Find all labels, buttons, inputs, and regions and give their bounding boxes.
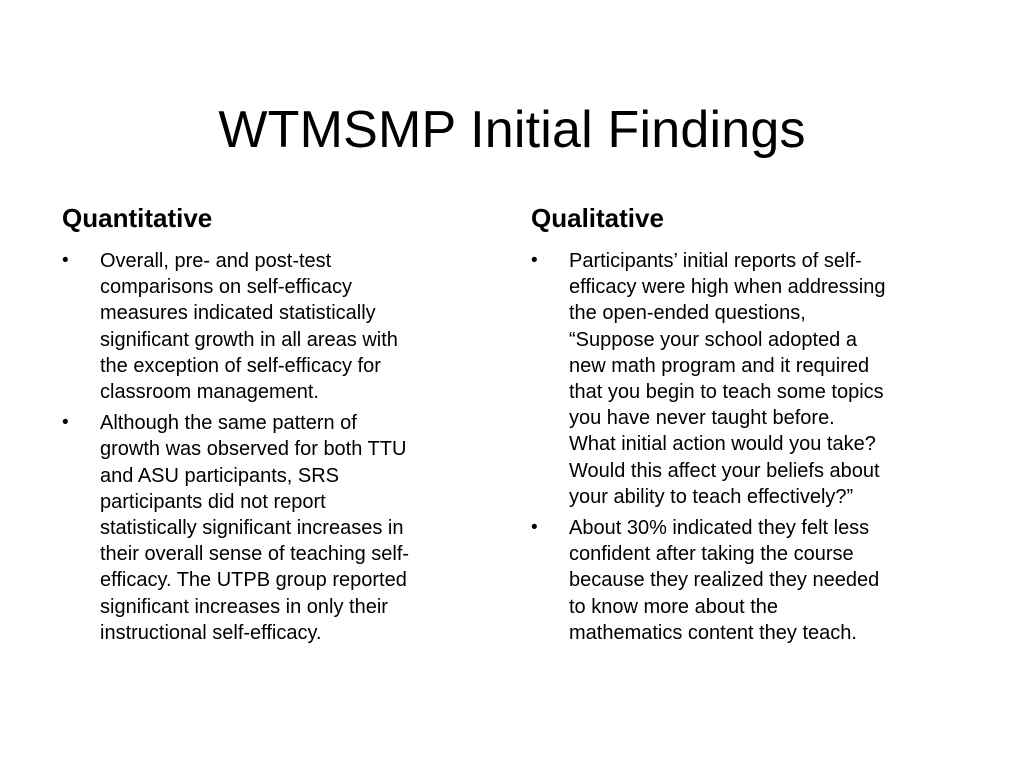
slide-title: WTMSMP Initial Findings — [218, 100, 806, 159]
bullet-text-line: classroom management. — [100, 381, 319, 404]
qualitative-bullet-item — [531, 515, 971, 646]
quantitative-heading: Quantitative — [62, 203, 213, 233]
bullet-text-line: measures indicated statistically — [100, 302, 376, 325]
bullet-dot-icon: • — [531, 517, 538, 539]
bullet-text-line: you have never taught before. — [569, 407, 835, 430]
bullet-text-line: the open-ended questions, — [569, 302, 806, 325]
bullet-text-line: comparisons on self-efficacy — [100, 276, 352, 299]
quantitative-bullet-item — [62, 248, 492, 405]
bullet-text-line: and ASU participants, SRS — [100, 464, 340, 487]
qualitative-bullet-item — [531, 248, 971, 510]
bullet-text-line: efficacy were high when addressing — [569, 276, 886, 299]
qualitative-bullet-list — [531, 248, 971, 651]
bullet-text-line: your ability to teach effectively?” — [569, 485, 854, 508]
bullet-text-line: What initial action would you take? — [569, 433, 876, 456]
bullet-text-line: significant increases in only their — [100, 595, 388, 618]
bullet-text-line: confident after taking the course — [569, 543, 854, 566]
bullet-text-line: Although the same pattern of — [100, 412, 357, 435]
bullet-text-line: growth was observed for both TTU — [100, 438, 407, 461]
quantitative-bullet-list — [62, 248, 492, 651]
bullet-text-line: mathematics content they teach. — [569, 621, 857, 644]
quantitative-bullet-item — [62, 410, 492, 646]
bullet-text-line: to know more about the — [569, 595, 779, 618]
bullet-text-line: the exception of self-efficacy for — [100, 354, 381, 377]
bullet-text-line: About 30% indicated they felt less — [569, 517, 870, 540]
bullet-dot-icon: • — [62, 412, 69, 434]
bullet-text-line: Would this affect your beliefs about — [569, 459, 880, 482]
bullet-text-line: that you begin to teach some topics — [569, 381, 884, 404]
bullet-text-line: new math program and it required — [569, 354, 870, 377]
bullet-text-line: statistically significant increases in — [100, 517, 404, 540]
bullet-dot-icon: • — [531, 250, 538, 271]
bullet-text-line: because they realized they needed — [569, 569, 880, 592]
bullet-text-line: participants did not report — [100, 490, 326, 513]
bullet-text-line: “Suppose your school adopted a — [569, 328, 857, 351]
bullet-dot-icon: • — [62, 250, 69, 271]
bullet-text-line: Overall, pre- and post-test — [100, 250, 332, 272]
bullet-text-line: Participants’ initial reports of self- — [569, 250, 862, 272]
bullet-text-line: significant growth in all areas with — [100, 328, 398, 351]
qualitative-heading: Qualitative — [531, 203, 664, 233]
bullet-text-line: efficacy. The UTPB group reported — [100, 569, 407, 592]
bullet-text-line: their overall sense of teaching self- — [100, 543, 410, 566]
bullet-text-line: instructional self-efficacy. — [100, 621, 322, 644]
